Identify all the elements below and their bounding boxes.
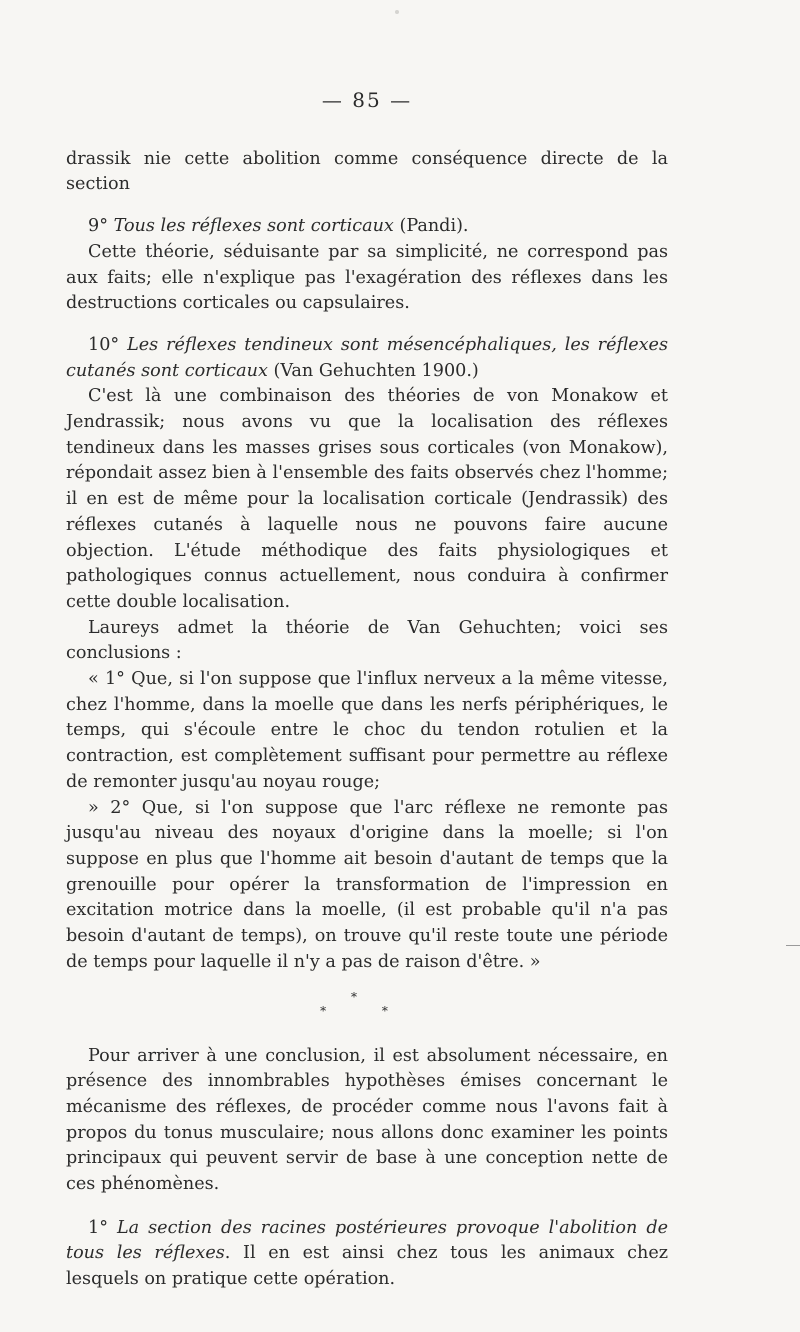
page-number: — 85 —	[321, 88, 413, 112]
point-1-text: . Il en est ainsi chez tous les animaux chez lesquels on pratique cette opération.	[66, 1243, 668, 1290]
paragraph-combination: C'est là une combinaison des théories de von Monakow et Jendrassik; nous avons vu que la localisation des réflexes tendineux dans les masses grises sous corticales (von Monakow), répondait assez bien à l'ensemble des faits observés chez l'homme; il en est de même pour la localisation corticale (Jendrassik) des réflexes cutanés à laquelle nous ne pouvons faire aucune objection. L'étude méthodique des faits physiologiques et pathologiques connus actuellement, nous conduira à confirmer cette double localisation.	[66, 386, 668, 612]
paragraph-quote-1: « 1° Que, si l'on suppose que l'influx nerveux a la même vitesse, chez l'homme, dans la moelle que dans les nerfs périphériques, le temps, qui s'écoule entre le choc du tendon rotulien et la contraction, est complètement suffisant pour permettre au réflexe de remonter jusqu'au noyau rouge;	[66, 669, 668, 792]
page-edge-mark	[786, 945, 800, 946]
asterism-top: *	[351, 989, 383, 1004]
book-page	[66, 88, 668, 1293]
theory-10-author: (Van Gehuchten 1900.)	[267, 360, 479, 381]
paragraph-conclusion: Pour arriver à une conclusion, il est absolument nécessaire, en présence des innombrables hypothèses émises concernant le mécanisme des réflexes, de procéder comme nous l'avons fait à propos du tonus musculaire; nous allons donc examiner les points principaux qui peuvent servir de base à une conception nette de ces phénomènes.	[66, 1045, 668, 1195]
asterism-bottom: * *	[320, 1003, 414, 1018]
point-1-number: 1°	[88, 1217, 117, 1238]
paragraph-continuation: drassik nie cette abolition comme conséquence directe de la section	[66, 148, 668, 195]
theory-9-title: Tous les réflexes sont corticaux	[113, 216, 394, 237]
point-1-title: La section des racines postérieures provoque l'abolition de tous les réflexes	[66, 1217, 668, 1264]
paragraph-laureys: Laureys admet la théorie de Van Gehuchten; voici ses conclusions :	[66, 617, 668, 664]
paragraph-point-1	[66, 1216, 668, 1293]
paragraph-theory-9	[66, 214, 668, 240]
theory-10-number: 10°	[88, 334, 128, 355]
paragraph-theory-10	[66, 333, 668, 384]
theory-9-number: 9°	[88, 216, 114, 237]
paper-speck	[395, 10, 399, 14]
section-asterism	[66, 990, 668, 1018]
paragraph-theory-9-critique: Cette théorie, séduisante par sa simplicité, ne correspond pas aux faits; elle n'explique pas l'exagération des réflexes dans les destructions corticales ou capsulaires.	[66, 241, 668, 314]
theory-9-author: (Pandi).	[393, 216, 469, 237]
theory-10-title: Les réflexes tendineux sont mésencéphaliques, les réflexes cutanés sont corticaux	[66, 334, 668, 381]
paragraph-quote-2: » 2° Que, si l'on suppose que l'arc réflexe ne remonte pas jusqu'au niveau des noyaux d'origine dans la moelle; si l'on suppose en plus que l'homme ait besoin d'autant de temps que la grenouille pour opérer la transformation de l'impression en excitation motrice dans la moelle, (il est probable qu'il n'a pas besoin d'autant de temps), on trouve qu'il reste toute une période de temps pour laquelle il n'y a pas de raison d'être. »	[66, 797, 668, 972]
